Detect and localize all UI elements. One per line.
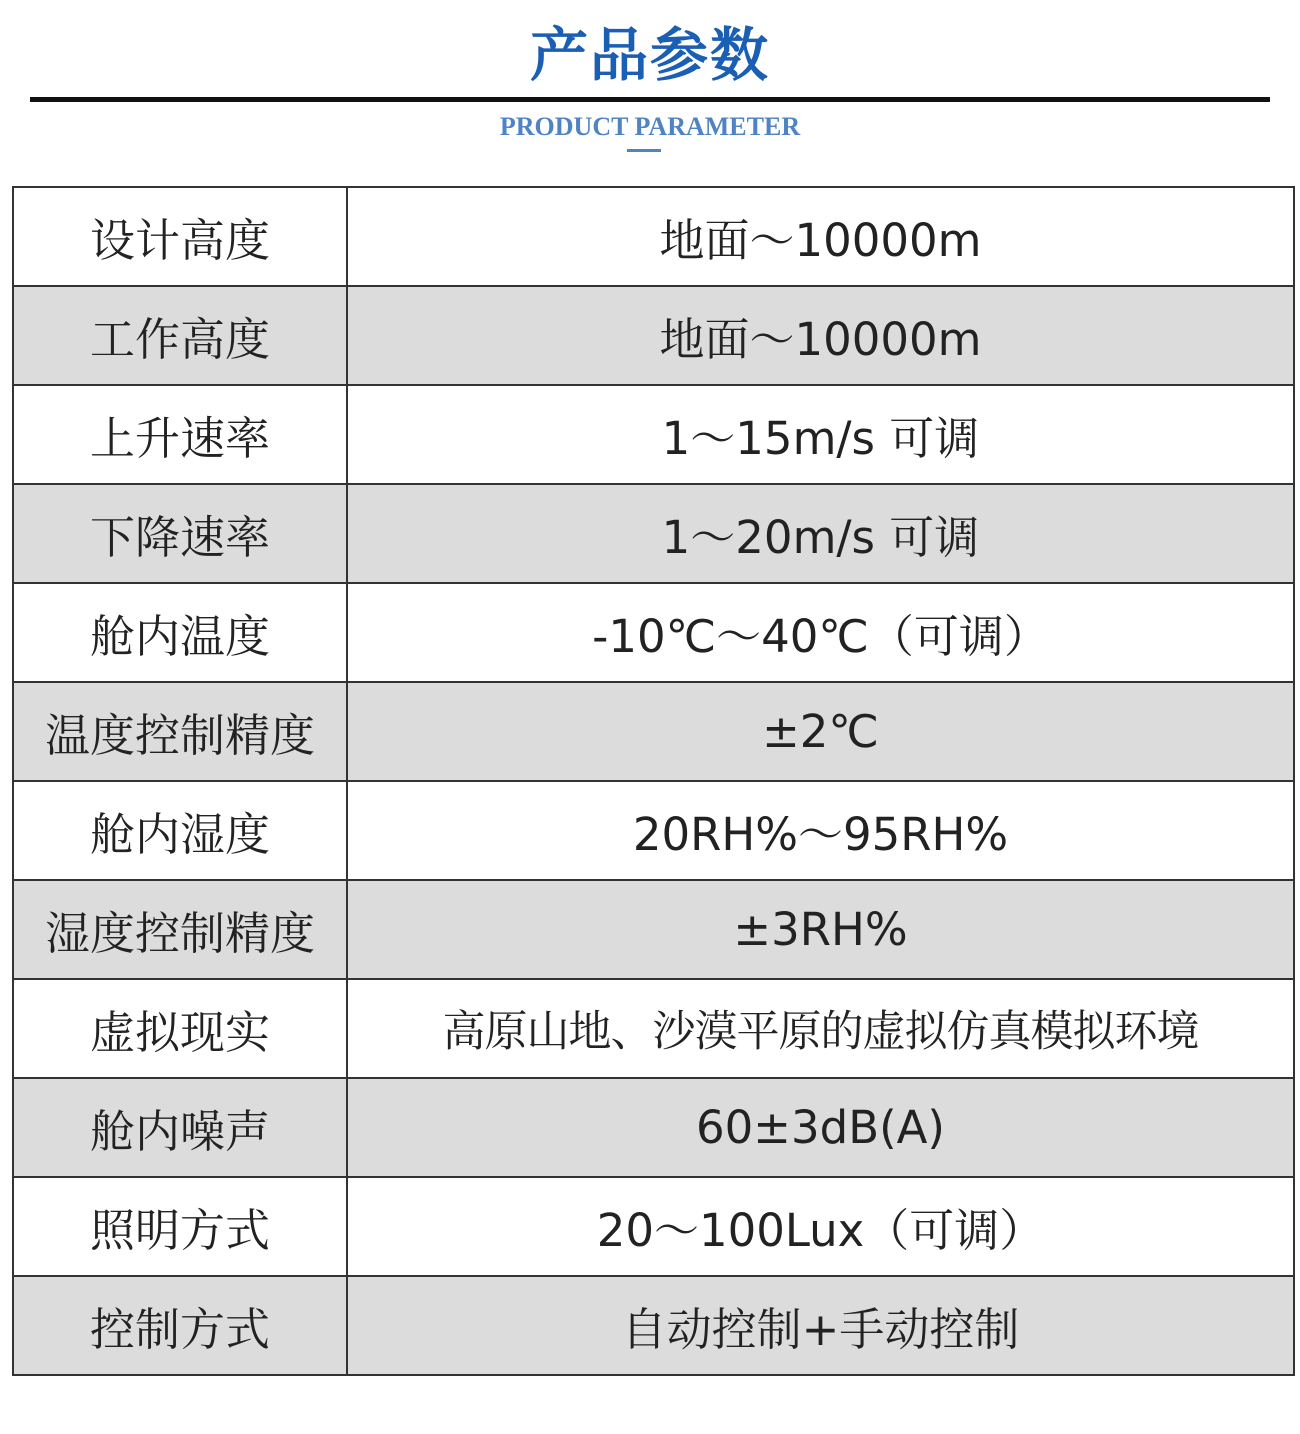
param-label: 上升速率 [13, 385, 347, 484]
param-value: 自动控制+手动控制 [347, 1276, 1294, 1375]
table-row [13, 1177, 1294, 1276]
param-label: 设计高度 [13, 187, 347, 286]
param-value: 20～100Lux（可调） [347, 1177, 1294, 1276]
param-value: ±2℃ [347, 682, 1294, 781]
param-value: ±3RH% [347, 880, 1294, 979]
param-value: 1～15m/s 可调 [347, 385, 1294, 484]
param-value: 20RH%～95RH% [347, 781, 1294, 880]
param-label: 舱内温度 [13, 583, 347, 682]
param-value: 1～20m/s 可调 [347, 484, 1294, 583]
page-title: 产品参数 [529, 21, 770, 89]
param-label: 照明方式 [13, 1177, 347, 1276]
table-row [13, 979, 1294, 1078]
param-value: 高原山地、沙漠平原的虚拟仿真模拟环境 [347, 979, 1294, 1078]
table-row [13, 286, 1294, 385]
param-label: 工作高度 [13, 286, 347, 385]
table-row [13, 682, 1294, 781]
table-row [13, 1276, 1294, 1375]
param-label: 控制方式 [13, 1276, 347, 1375]
page-subtitle: PRODUCT PARAMETER [499, 112, 801, 141]
param-value: 地面～10000m [347, 286, 1294, 385]
table-row [13, 583, 1294, 682]
param-label: 温度控制精度 [13, 682, 347, 781]
param-label: 下降速率 [13, 484, 347, 583]
param-label: 舱内湿度 [13, 781, 347, 880]
table-row [13, 880, 1294, 979]
table-row [13, 484, 1294, 583]
param-value: 地面～10000m [347, 187, 1294, 286]
param-label: 舱内噪声 [13, 1078, 347, 1177]
param-value: 60±3dB(A) [347, 1078, 1294, 1177]
param-label: 虚拟现实 [13, 979, 347, 1078]
table-row [13, 385, 1294, 484]
table-row [13, 1078, 1294, 1177]
param-value: -10℃～40℃（可调） [347, 583, 1294, 682]
subtitle-underline [627, 149, 661, 152]
table-row [13, 781, 1294, 880]
parameter-table [12, 186, 1295, 1376]
param-label: 湿度控制精度 [13, 880, 347, 979]
title-divider [30, 97, 1270, 102]
table-row [13, 187, 1294, 286]
